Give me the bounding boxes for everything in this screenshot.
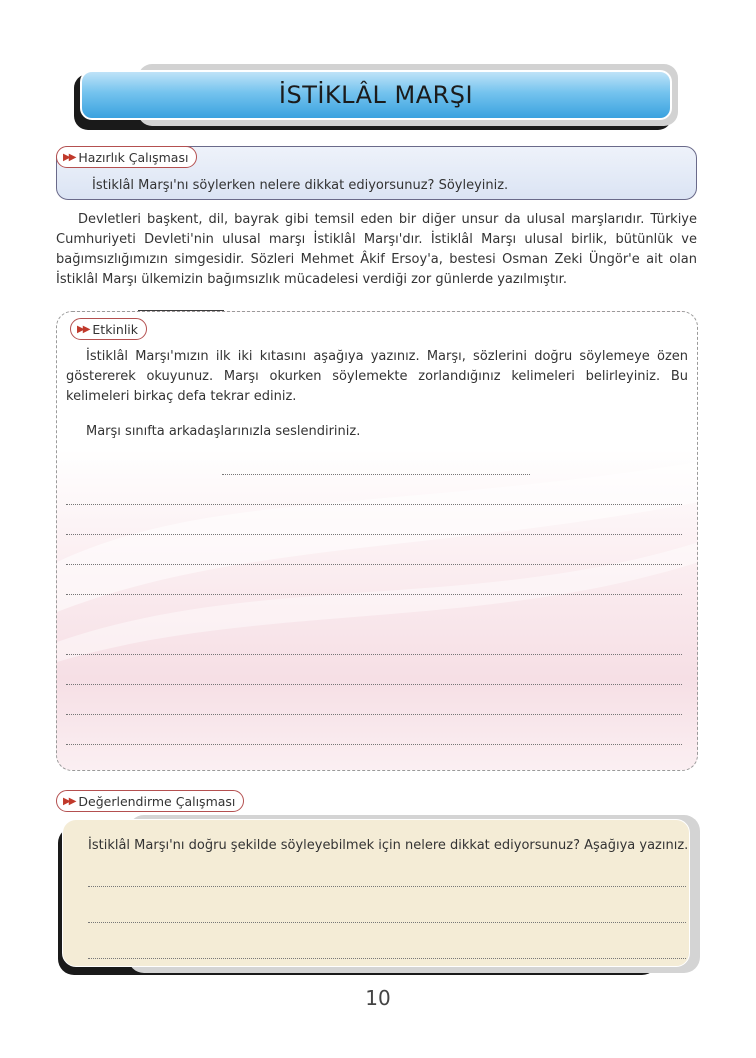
- double-arrow-icon: ▶▶: [63, 151, 75, 163]
- preparation-question: İstiklâl Marşı'nı söylerken nelere dikkat ediyorsunuz? Söyleyiniz.: [92, 178, 509, 193]
- double-arrow-icon: ▶▶: [77, 323, 89, 335]
- write-line[interactable]: [88, 958, 686, 959]
- activity-paragraph-1: İstiklâl Marşı'mızın ilk iki kıtasını aşağıya yazınız. Marşı, sözlerini doğru söylemeye özen göstererek okuyunuz. Marşı okurken söylemekte zorlandığınız kelimeleri belirleyiniz. Bu kelimeleri birkaç defa tekrar ediniz.: [66, 349, 688, 404]
- evaluation-label: [56, 790, 244, 812]
- evaluation-label-text: Değerlendirme Çalışması: [78, 793, 236, 809]
- evaluation-question: İstiklâl Marşı'nı doğru şekilde söyleyebilmek için nelere dikkat ediyorsunuz? Aşağıya yazınız.: [88, 838, 689, 853]
- title-banner: [74, 64, 680, 130]
- title-write-line[interactable]: [222, 474, 530, 475]
- write-line[interactable]: [66, 714, 682, 715]
- write-line[interactable]: [66, 534, 682, 535]
- double-arrow-icon: ▶▶: [63, 795, 75, 807]
- title-box: [80, 70, 672, 120]
- write-line[interactable]: [66, 564, 682, 565]
- activity-label-text: Etkinlik: [92, 321, 139, 337]
- write-line[interactable]: [66, 654, 682, 655]
- write-line[interactable]: [66, 594, 682, 595]
- activity-label: [70, 318, 147, 340]
- write-line[interactable]: [66, 744, 682, 745]
- page-number: 10: [365, 986, 391, 1010]
- write-line[interactable]: [88, 922, 686, 923]
- write-line[interactable]: [66, 684, 682, 685]
- preparation-label-text: Hazırlık Çalışması: [78, 149, 189, 165]
- preparation-label: [56, 146, 197, 168]
- intro-paragraph: Devletleri başkent, dil, bayrak gibi temsil eden bir diğer unsur da ulusal marşlarıdır. Türkiye Cumhuriyeti Devleti'nin ulusal marşı İstiklâl Marşı'dır. İstiklâl Marşı ulusal birlik, bütünlük ve bağımsızlığımızın simgesidir. Sözleri Mehmet Âkif Ersoy'a, bestesi Osman Zeki Üngör'e ait olan İstiklâl Marşı ülkemizin bağımsızlık mücadelesi verdiği zor günlerde yazılmıştır.: [56, 212, 697, 287]
- write-line[interactable]: [66, 504, 682, 505]
- write-line[interactable]: [88, 886, 686, 887]
- page-title: İSTİKLÂL MARŞI: [278, 81, 474, 109]
- activity-paragraph-2: Marşı sınıfta arkadaşlarınızla seslendiriniz.: [86, 424, 361, 439]
